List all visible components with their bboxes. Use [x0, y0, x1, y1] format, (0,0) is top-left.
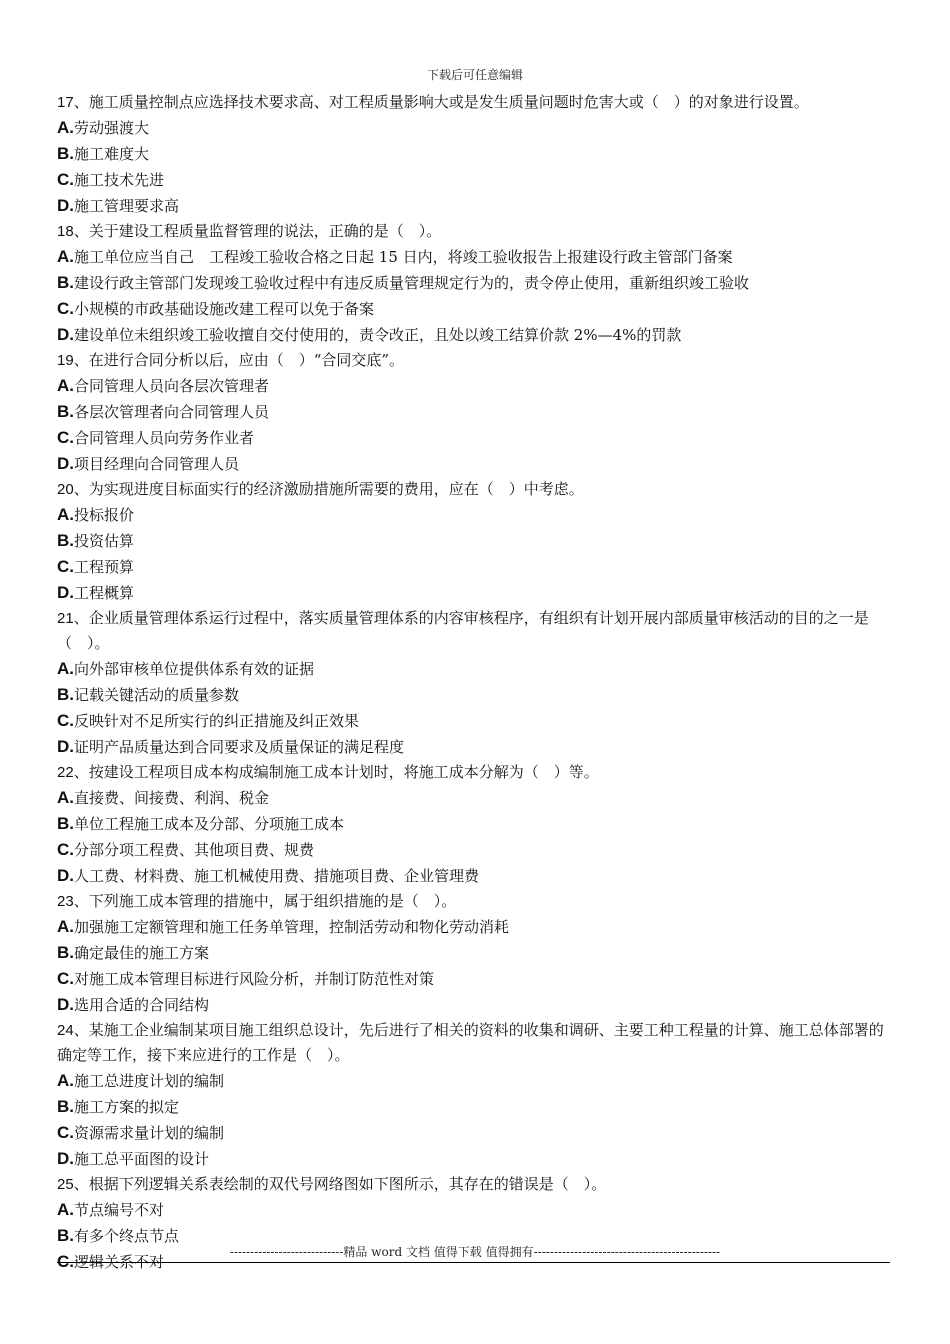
answer-option	[57, 167, 892, 193]
footer-rule	[57, 1262, 890, 1263]
option-text: 确定最佳的施工方案	[74, 944, 210, 962]
answer-option	[57, 682, 892, 708]
answer-option	[57, 785, 892, 811]
question-text: 、某施工企业编制某项目施工组织总设计，先后进行了相关的资料的收集和调研、主要工种工程量的计算、施工总体部署的确定等工作，接下来应进行的工作是（ ）。	[57, 1021, 884, 1064]
question-text: 、企业质量管理体系运行过程中，落实质量管理体系的内容审核程序，有组织有计划开展内部质量审核活动的目的之一是（ ）。	[57, 609, 869, 652]
option-letter: C.	[57, 1252, 74, 1271]
option-text: 资源需求量计划的编制	[74, 1124, 225, 1142]
option-letter: D.	[57, 454, 74, 473]
option-text: 施工单位应当自己 工程竣工验收合格之日起 15 日内，将竣工验收报告上报建设行政主管部门备案	[74, 248, 733, 266]
option-text: 项目经理向合同管理人员	[74, 455, 240, 473]
option-letter: D.	[57, 583, 74, 602]
question-stem	[57, 889, 892, 914]
option-letter: A.	[57, 376, 74, 395]
question-stem	[57, 1018, 892, 1068]
question-stem	[57, 760, 892, 785]
question-number: 18	[57, 223, 74, 240]
option-text: 建设单位未组织竣工验收擅自交付使用的，责令改正，且处以竣工结算价款 2%—4%的罚款	[74, 326, 682, 344]
question-number: 19	[57, 352, 74, 369]
question-number: 21	[57, 610, 74, 627]
option-text: 反映针对不足所实行的纠正措施及纠正效果	[74, 712, 360, 730]
option-letter: C.	[57, 840, 74, 859]
answer-option	[57, 193, 892, 219]
question-text: 、施工质量控制点应选择技术要求高、对工程质量影响大或是发生质量问题时危害大或（ ）的对象进行设置。	[73, 93, 809, 111]
option-letter: B.	[57, 531, 74, 550]
option-text: 加强施工定额管理和施工任务单管理，控制活劳动和物化劳动消耗	[74, 918, 510, 936]
option-text: 对施工成本管理目标进行风险分析，并制订防范性对策	[74, 970, 435, 988]
answer-option	[57, 115, 892, 141]
answer-option	[57, 399, 892, 425]
option-text: 人工费、材料费、施工机械使用费、措施项目费、企业管理费	[74, 867, 480, 885]
option-text: 施工总平面图的设计	[74, 1150, 210, 1168]
answer-option	[57, 837, 892, 863]
option-letter: A.	[57, 1071, 74, 1090]
answer-option	[57, 502, 892, 528]
page-footer: ----------------------------精品 word 文档 值得下载 值得拥有----------------------------------------------	[229, 1245, 721, 1259]
answer-option	[57, 425, 892, 451]
option-text: 合同管理人员向各层次管理者	[74, 377, 270, 395]
option-letter: A.	[57, 1200, 74, 1219]
question-number: 20	[57, 481, 74, 498]
question-list	[57, 90, 892, 1275]
option-text: 投资估算	[74, 532, 135, 550]
question-text: 、下列施工成本管理的措施中，属于组织措施的是（ ）。	[73, 892, 457, 910]
option-text: 有多个终点节点	[74, 1227, 180, 1245]
option-text: 施工技术先进	[74, 171, 165, 189]
option-letter: A.	[57, 917, 74, 936]
answer-option	[57, 373, 892, 399]
answer-option	[57, 1068, 892, 1094]
option-text: 各层次管理者向合同管理人员	[74, 403, 270, 421]
answer-option	[57, 1146, 892, 1172]
option-letter: D.	[57, 1149, 74, 1168]
answer-option	[57, 528, 892, 554]
option-letter: B.	[57, 1097, 74, 1116]
question-text: 、按建设工程项目成本构成编制施工成本计划时，将施工成本分解为（ ）等。	[73, 763, 599, 781]
answer-option	[57, 966, 892, 992]
option-text: 直接费、间接费、利润、税金	[74, 789, 270, 807]
question-text: 、根据下列逻辑关系表绘制的双代号网络图如下图所示，其存在的错误是（ ）。	[73, 1175, 607, 1193]
option-letter: B.	[57, 144, 74, 163]
option-text: 小规模的市政基础设施改建工程可以免于备案	[74, 300, 375, 318]
option-letter: D.	[57, 737, 74, 756]
option-letter: B.	[57, 685, 74, 704]
option-letter: D.	[57, 325, 74, 344]
option-letter: D.	[57, 866, 74, 885]
question-text: 、在进行合同分析以后，应由（ ）“合同交底”。	[73, 351, 405, 369]
page-header: 下载后可任意编辑	[426, 68, 523, 82]
option-text: 施工总进度计划的编制	[74, 1072, 225, 1090]
option-text: 施工难度大	[74, 145, 150, 163]
answer-option	[57, 656, 892, 682]
option-text: 建设行政主管部门发现竣工验收过程中有违反质量管理规定行为的，责令停止使用，重新组织竣工验收	[74, 274, 750, 292]
question-number: 17	[57, 94, 74, 111]
answer-option	[57, 914, 892, 940]
answer-option	[57, 296, 892, 322]
option-text: 合同管理人员向劳务作业者	[74, 429, 255, 447]
option-text: 节点编号不对	[74, 1201, 165, 1219]
question-number: 23	[57, 893, 74, 910]
answer-option	[57, 244, 892, 270]
question-stem	[57, 1172, 892, 1197]
answer-option	[57, 811, 892, 837]
option-letter: B.	[57, 814, 74, 833]
option-text: 单位工程施工成本及分部、分项施工成本	[74, 815, 345, 833]
option-letter: B.	[57, 1226, 74, 1245]
answer-option	[57, 554, 892, 580]
question-text: 、关于建设工程质量监督管理的说法，正确的是（ ）。	[73, 222, 442, 240]
option-letter: A.	[57, 505, 74, 524]
question-stem	[57, 90, 892, 115]
option-text: 工程预算	[74, 558, 135, 576]
question-text: 、为实现进度目标面实行的经济激励措施所需要的费用，应在（ ）中考虑。	[73, 480, 584, 498]
option-letter: D.	[57, 995, 74, 1014]
answer-option	[57, 940, 892, 966]
option-text: 向外部审核单位提供体系有效的证据	[74, 660, 315, 678]
option-letter: C.	[57, 711, 74, 730]
option-text: 工程概算	[74, 584, 135, 602]
option-letter: A.	[57, 247, 74, 266]
question-stem	[57, 477, 892, 502]
question-stem	[57, 219, 892, 244]
option-text: 逻辑关系不对	[74, 1253, 165, 1271]
question-number: 22	[57, 764, 74, 781]
option-letter: C.	[57, 969, 74, 988]
option-letter: C.	[57, 428, 74, 447]
question-stem	[57, 348, 892, 373]
option-letter: B.	[57, 402, 74, 421]
option-letter: D.	[57, 196, 74, 215]
answer-option	[57, 270, 892, 296]
option-text: 选用合适的合同结构	[74, 996, 210, 1014]
option-letter: B.	[57, 943, 74, 962]
answer-option	[57, 708, 892, 734]
option-text: 施工管理要求高	[74, 197, 180, 215]
option-letter: A.	[57, 788, 74, 807]
option-letter: C.	[57, 299, 74, 318]
option-text: 施工方案的拟定	[74, 1098, 180, 1116]
answer-option	[57, 734, 892, 760]
answer-option	[57, 863, 892, 889]
answer-option	[57, 992, 892, 1018]
option-letter: C.	[57, 557, 74, 576]
option-letter: B.	[57, 273, 74, 292]
answer-option	[57, 1094, 892, 1120]
option-text: 劳动强渡大	[74, 119, 150, 137]
answer-option	[57, 580, 892, 606]
answer-option	[57, 1197, 892, 1223]
answer-option	[57, 1120, 892, 1146]
answer-option	[57, 451, 892, 477]
option-text: 分部分项工程费、其他项目费、规费	[74, 841, 315, 859]
question-number: 24	[57, 1022, 74, 1039]
option-text: 投标报价	[74, 506, 135, 524]
question-number: 25	[57, 1176, 74, 1193]
option-text: 记载关键活动的质量参数	[74, 686, 240, 704]
option-letter: A.	[57, 118, 74, 137]
option-letter: C.	[57, 1123, 74, 1142]
option-text: 证明产品质量达到合同要求及质量保证的满足程度	[74, 738, 405, 756]
option-letter: C.	[57, 170, 74, 189]
question-stem	[57, 606, 892, 656]
answer-option	[57, 141, 892, 167]
answer-option	[57, 322, 892, 348]
option-letter: A.	[57, 659, 74, 678]
